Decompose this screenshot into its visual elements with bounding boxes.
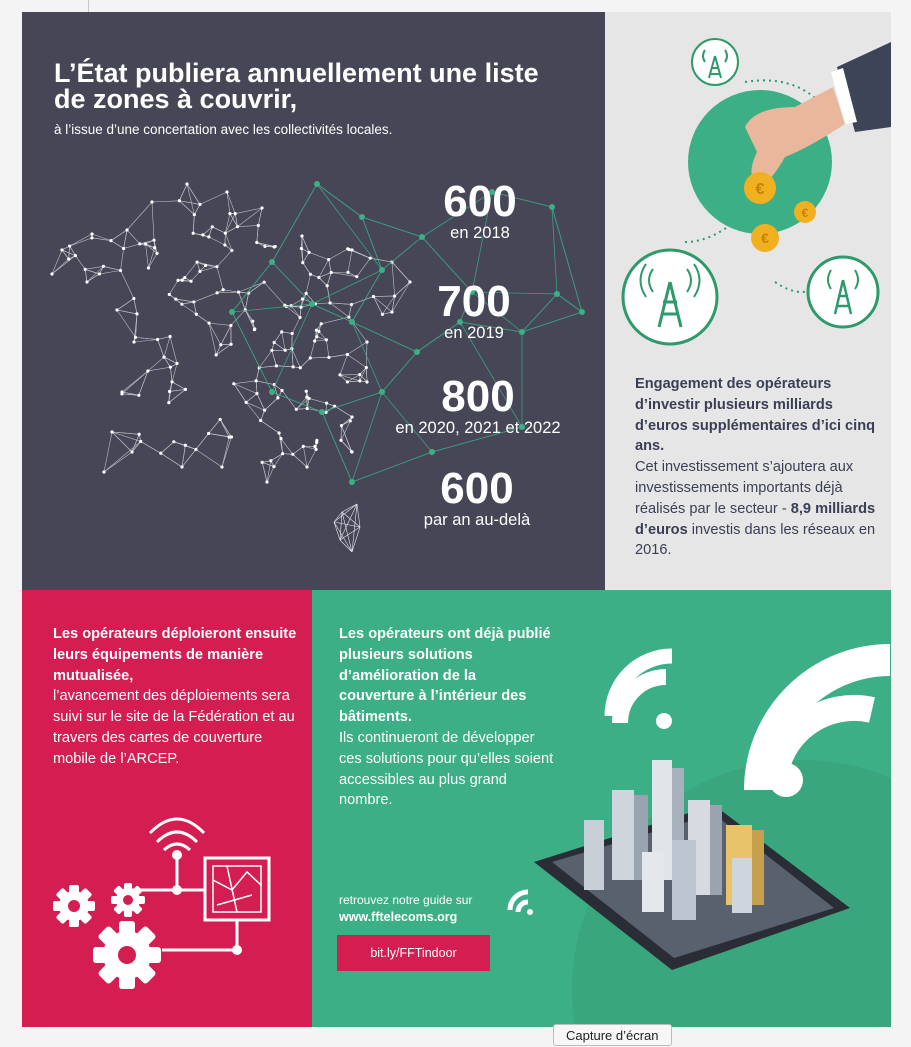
stat-label: en 2019 [404,324,544,342]
stat-2020-2022 [380,375,576,437]
stat-value: 800 [380,375,576,419]
stat-2019 [404,280,544,342]
stat-label: en 2020, 2021 et 2022 [380,419,576,437]
deployment-panel [22,590,312,1027]
investment-highlight: 8,9 milliards d’euros [635,501,875,538]
screenshot-tooltip: Capture d’écran [553,1024,672,1046]
antenna-icon-left [623,250,717,344]
investment-panel [605,12,891,590]
indoor-text [339,624,554,811]
stat-label: en 2018 [410,224,550,242]
svg-text:€: € [802,206,809,220]
stat-value: 600 [410,180,550,224]
gears-network-illustration [22,590,312,1027]
investment-text [635,374,885,561]
svg-text:€: € [756,181,765,198]
stat-value: 700 [404,280,544,324]
deployment-heading: Les opérateurs déploieront ensuite leurs équipements de manière mutualisée, [53,626,296,684]
guide-block [339,892,472,926]
indoor-heading: Les opérateurs ont déjà publié plusieurs solutions d’amélioration de la couverture à l’intérieur des bâtiments. [339,626,551,725]
guide-text: retrouvez notre guide sur [339,893,472,907]
stat-2018 [410,180,550,242]
gear-icon [53,885,95,927]
stat-label: par an au-delà [402,511,552,529]
gear-icon [111,883,145,917]
investment-body: Cet investissement s’ajoutera aux investissements importants déjà réalisés par le secteur - [635,459,853,517]
svg-text:€: € [761,230,769,246]
investment-illustration [605,12,891,352]
indoor-guide-button[interactable]: bit.ly/FFTindoor [337,935,490,971]
antenna-icon-top [692,39,738,85]
guide-link[interactable]: www.fftelecoms.org [339,910,457,924]
wifi-small-icon [510,892,533,915]
investment-body-end: investis dans les réseaux en 2016. [635,522,875,559]
window-edge [88,0,89,12]
coverage-zones-panel [22,12,605,590]
gear-icon [93,921,161,989]
map-chip-icon [205,858,269,920]
antenna-icon-right [808,257,878,327]
indoor-coverage-panel [312,590,891,1027]
indoor-body: Ils continueront de développer ces solutions pour qu’elles soient accessibles au plus grand nombre. [339,730,553,808]
panel-title: L’État publiera annuellement une liste de zones à couvrir, [54,60,574,112]
investment-heading: Engagement des opérateurs d’investir plusieurs milliards d’euros supplémentaires d’ici cinq ans. [635,376,875,454]
panel-subtitle: à l’issue d’une concertation avec les collectivités locales. [54,122,392,137]
window-footer [0,1027,911,1045]
stat-value: 600 [402,467,552,511]
deployment-body: l’avancement des déploiements sera suivi sur le site de la Fédération et au travers des cartes de couverture mobile de l’ARCEP. [53,688,295,766]
stat-beyond [402,467,552,529]
